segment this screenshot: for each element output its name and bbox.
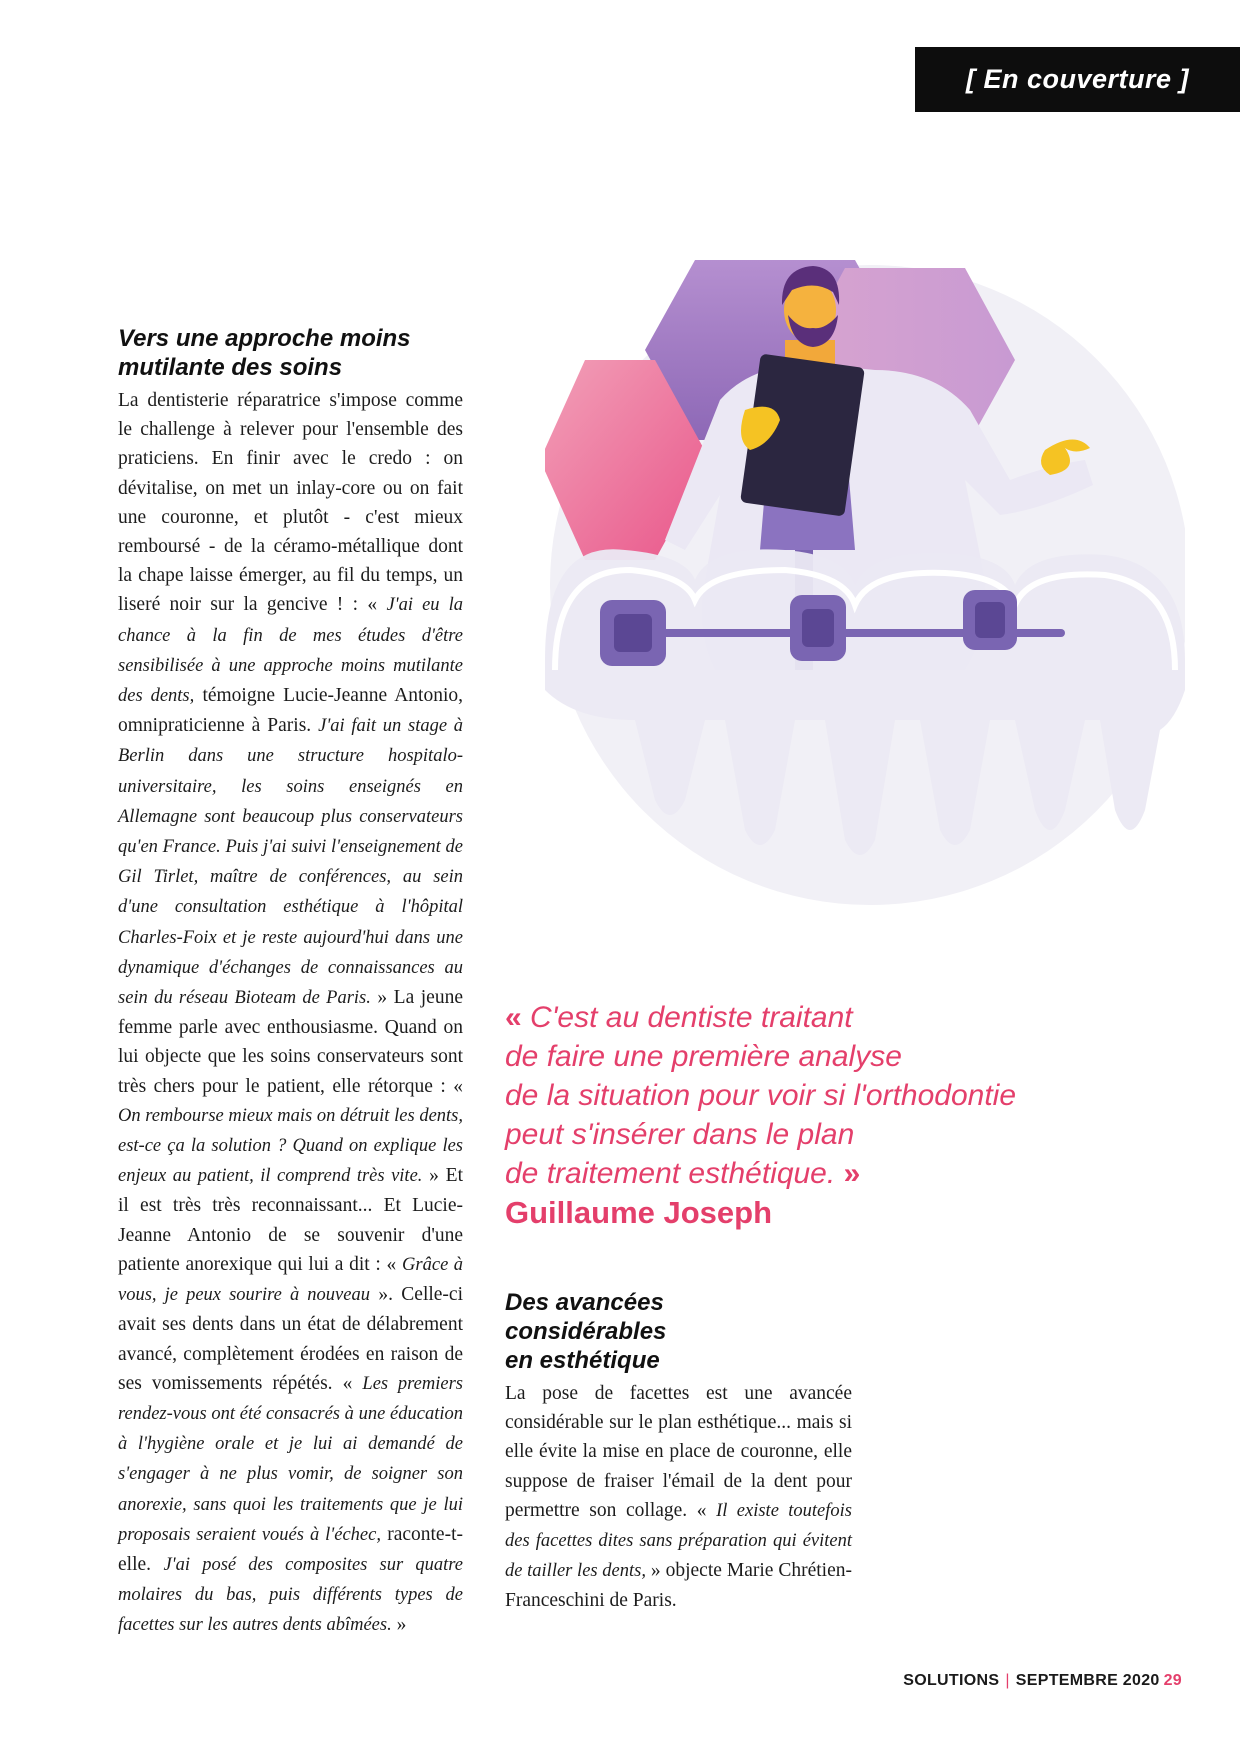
section-tag: [ En couverture ] [915, 47, 1240, 112]
page-footer [903, 1672, 1182, 1690]
section-heading-2: Des avancées considérables en esthétique [505, 1289, 667, 1374]
footer-separator: | [1005, 1672, 1010, 1689]
right-column [505, 1288, 852, 1616]
pull-quote [505, 998, 1185, 1193]
page-number: 29 [1163, 1672, 1182, 1689]
dentist-illustration [545, 250, 1185, 910]
issue-date: SEPTEMBRE 2020 [1015, 1672, 1160, 1689]
quote-close-mark: » [843, 1157, 861, 1190]
quote-author: Guillaume Joseph [505, 1195, 773, 1230]
quote-line: de faire une première analyse [505, 1040, 902, 1073]
quote-open-mark: « [505, 1001, 522, 1034]
quote-line: de la situation pour voir si l'orthodontie [505, 1079, 1017, 1112]
magazine-name: SOLUTIONS [903, 1672, 1000, 1689]
quote-line: de traitement esthétique. [505, 1157, 836, 1190]
bracket-left-inner [614, 614, 652, 652]
quote-line: peut s'insérer dans le plan [505, 1118, 855, 1151]
bracket-middle-inner [802, 609, 834, 647]
right-body-text: La pose de facettes est une avancée considérable sur le plan esthétique... mais si elle évite la mise en place de couronne, elle suppose de fraiser l'émail de la dent pour permettre son collage. « Il existe toutefois des facettes dites sans préparation qui évitent de tailler les dents, » objecte Marie Chrétien-Franceschini de Paris. [505, 1383, 852, 1612]
left-body-text: La dentisterie réparatrice s'impose comme le challenge à relever pour l'ensemble des praticiens. En finir avec le credo : on dévitalise, on met un inlay-core ou on fait une couronne, et plutôt - c'est mieux remboursé - de la céramo-métallique dont la chape laisse émerger, au fil du temps, un liseré noir sur la gencive ! : « J'ai eu la chance à la fin de mes études d'être sensibilisée à une approche moins mutilante des dents, témoigne Lucie-Jeanne Antonio, omnipraticienne à Paris. J'ai fait un stage à Berlin dans une structure hospitalo-universitaire, les soins enseignés en Allemagne sont beaucoup plus conservateurs qu'en France. Puis j'ai suivi l'enseignement de Gil Tirlet, maître de conférences, au sein d'une consultation esthétique à l'hôpital Charles-Foix et je reste aujourd'hui dans une dynamique d'échanges de connaissances au sein du réseau Bioteam de Paris. » La jeune femme parle avec enthousiasme. Quand on lui objecte que les soins conservateurs sont très chers pour le patient, elle rétorque : « On rembourse mieux mais on détruit les dents, est-ce ça la solution ? Quand on explique les enjeux au patient, il comprend très vite. » Et il est très très reconnaissant... Et Lucie-Jeanne Antonio de se souvenir d'une patiente anorexique qui lui a dit : « Grâce à vous, je peux sourire à nouveau ». Celle-ci avait ses dents dans un état de délabrement avancé, complètement érodées en raison de ses vomissements répétés. « Les premiers rendez-vous ont été consacrés à une éducation à l'hygiène orale et je lui ai demandé de s'engager à ne plus vomir, de soigner son anorexie, sans quoi les traitements que je lui proposais seraient voués à l'échec, raconte-t-elle. J'ai posé des composites sur quatre molaires du bas, puis différents types de facettes sur les autres dents abîmées. » [118, 390, 464, 1636]
bracket-right-inner [975, 602, 1005, 638]
left-column [118, 324, 463, 1641]
quote-line: C'est au dentiste traitant [530, 1001, 853, 1034]
section-heading: Vers une approche moins mutilante des soins [118, 325, 411, 381]
